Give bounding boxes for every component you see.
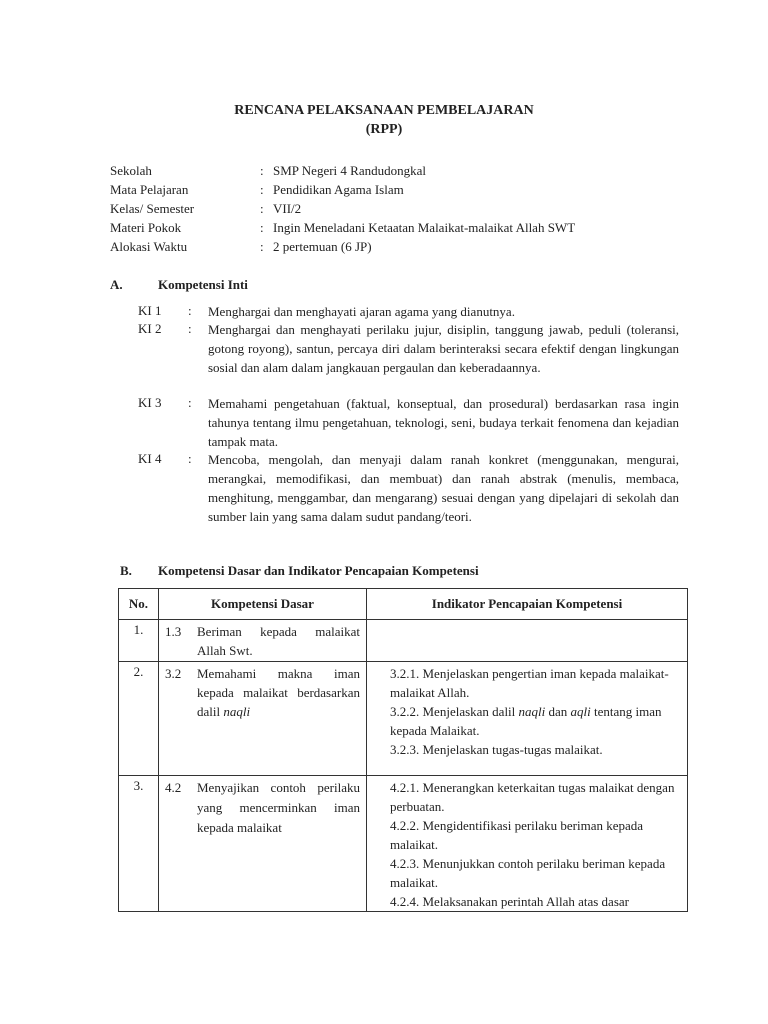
- identity-colon: :: [260, 220, 264, 235]
- ki-text: Memahami pengetahuan (faktual, konseptual, dan prosedural) berdasarkan rasa ingin tahunya tentang ilmu pengetahuan, teknologi, seni, budaya terkait fenomena dan kejadian tampak mata.: [208, 396, 679, 449]
- ki-colon: :: [188, 303, 192, 318]
- indicator-italic: naqli: [518, 704, 546, 719]
- identity-label: Kelas/ Semester: [110, 201, 195, 216]
- kd-cell: [159, 620, 367, 662]
- section-b-letter: B.: [120, 563, 132, 578]
- indicator-item: 3.2.1. Menjelaskan pengertian iman kepada malaikat-malaikat Allah.: [390, 666, 669, 700]
- indicator-item: 3.2.3. Menjelaskan tugas-tugas malaikat.: [390, 742, 603, 757]
- identity-value: Pendidikan Agama Islam: [273, 182, 404, 197]
- indicator-italic: aqli: [570, 704, 591, 719]
- indicator-text: 3.2.2. Menjelaskan dalil: [390, 704, 516, 719]
- table-row: [119, 620, 688, 662]
- indicator-cell: [367, 620, 688, 662]
- ki-label: KI 3: [138, 395, 162, 410]
- identity-label: Sekolah: [110, 163, 152, 178]
- identity-colon: :: [260, 163, 264, 178]
- competency-table: [118, 588, 688, 912]
- row-number: 2.: [119, 662, 159, 776]
- ki-colon: :: [188, 451, 192, 466]
- kd-cell: [159, 662, 367, 776]
- page-title: RENCANA PELAKSANAAN PEMBELAJARAN: [234, 103, 534, 118]
- header-no: No.: [119, 589, 159, 620]
- kd-text: Menyajikan contoh perilaku yang mencerminkan iman kepada malaikat: [197, 780, 360, 835]
- row-number: 3.: [119, 776, 159, 912]
- kd-text-main: Memahami makna iman kepada malaikat berdasarkan dalil: [197, 666, 360, 719]
- section-a-title: Kompetensi Inti: [158, 277, 248, 292]
- kd-cell: [159, 776, 367, 912]
- page-subtitle: (RPP): [365, 122, 403, 137]
- kd-text: [197, 664, 360, 721]
- ki-label: KI 2: [138, 321, 162, 336]
- table-row: [119, 662, 688, 776]
- indicator-item: 4.2.3. Menunjukkan contoh perilaku beriman kepada malaikat.: [390, 856, 666, 890]
- table-row: [119, 776, 688, 912]
- kd-text-italic: naqli: [223, 704, 251, 719]
- ki-colon: :: [188, 395, 192, 410]
- indicator-text: dan: [548, 704, 568, 719]
- ki-label: KI 4: [138, 451, 162, 466]
- indicator-item: 4.2.4. Melaksanakan perintah Allah atas dasar: [390, 894, 629, 909]
- section-b-title: Kompetensi Dasar dan Indikator Pencapaian Kompetensi: [158, 563, 479, 578]
- indicator-cell: [367, 662, 688, 776]
- identity-label: Alokasi Waktu: [110, 239, 188, 254]
- header-kd: Kompetensi Dasar: [159, 589, 367, 620]
- header-indicator: Indikator Pencapaian Kompetensi: [367, 589, 688, 620]
- identity-value: Ingin Meneladani Ketaatan Malaikat-malaikat Allah SWT: [273, 220, 576, 235]
- indicator-cell: [367, 776, 688, 912]
- identity-colon: :: [260, 182, 264, 197]
- identity-value: SMP Negeri 4 Randudongkal: [273, 163, 426, 178]
- table-header-row: [119, 589, 688, 620]
- indicator-item: [390, 702, 681, 740]
- ki-text: Menghargai dan menghayati ajaran agama yang dianutnya.: [208, 304, 515, 319]
- ki-text: Mencoba, mengolah, dan menyaji dalam ranah konkret (menggunakan, mengurai, merangkai, memodifikasi, dan membuat) dan ranah abstrak (menulis, membaca, menghitung, menggambar, dan mengarang) sesuai dengan yang dipelajari di sekolah dan sumber lain yang sama dalam sudut pandang/teori.: [208, 452, 679, 524]
- kd-number: 1.3: [165, 624, 182, 639]
- kd-number: 4.2: [165, 780, 182, 795]
- kd-number: 3.2: [165, 666, 182, 681]
- identity-colon: :: [260, 201, 264, 216]
- section-a-letter: A.: [110, 277, 123, 292]
- identity-value: 2 pertemuan (6 JP): [273, 239, 372, 254]
- kd-text: Beriman kepada malaikat Allah Swt.: [197, 624, 360, 658]
- identity-label: Materi Pokok: [110, 220, 182, 235]
- ki-text: Menghargai dan menghayati perilaku jujur, disiplin, tanggung jawab, peduli (toleransi, gotong royong), santun, percaya diri dalam berinteraksi secara efektif dengan lingkungan sosial dan alam dalam jangkauan pergaulan dan keberadaannya.: [208, 322, 679, 375]
- indicator-text: tentang iman kepada Malaikat.: [390, 704, 662, 738]
- row-number: 1.: [119, 620, 159, 662]
- ki-label: KI 1: [138, 303, 162, 318]
- identity-label: Mata Pelajaran: [110, 182, 189, 197]
- identity-colon: :: [260, 239, 264, 254]
- identity-value: VII/2: [273, 201, 302, 216]
- indicator-item: 4.2.1. Menerangkan keterkaitan tugas malaikat dengan perbuatan.: [390, 780, 675, 814]
- ki-colon: :: [188, 321, 192, 336]
- indicator-item: 4.2.2. Mengidentifikasi perilaku beriman kepada malaikat.: [390, 818, 644, 852]
